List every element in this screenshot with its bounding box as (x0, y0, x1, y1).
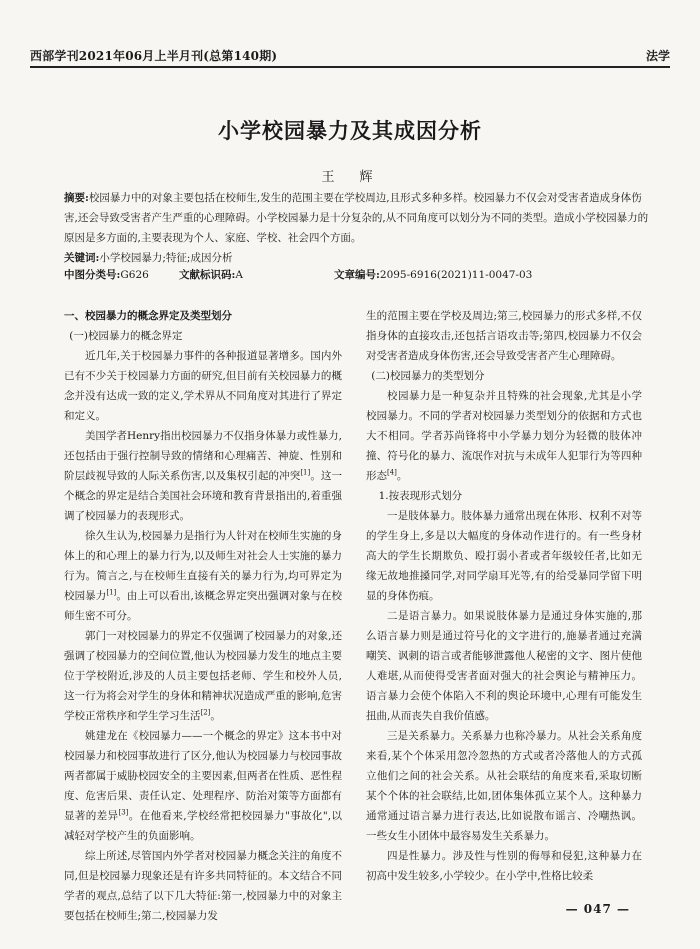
abstract-text: 校园暴力中的对象主要包括在校师生,发生的范围主要在学校周边,且形式多种多样。校园暴力不仅会对受害者造成身体伤害,还会导致受害者产生严重的心理障碍。小学校园暴力是十分复杂的,从不同角度可以划分为不同的类型。造成小学校园暴力的原因是多方面的,主要表现为个人、家庭、学校、社会四个方面。 (64, 192, 649, 244)
paragraph-text: (一)校园暴力的概念界定 (69, 330, 183, 342)
article-number (334, 267, 532, 282)
keywords-text: 小学校园暴力;特征;成因分析 (99, 252, 233, 264)
article-no-value: 2095-6916(2021)11-0047-03 (379, 269, 533, 281)
paragraph-text: 徐久生认为,校园暴力是指行为人针对在校师生实施的身体上的和心理上的暴力行为,以及师生对社会人士实施的暴力行为。简言之,与在校师生直接有关的暴力行为,均可界定为校园暴力 (64, 530, 342, 602)
body-paragraph (366, 386, 642, 486)
journal-issue: 西部学刊2021年06月上半月刊(总第140期) (30, 49, 278, 63)
paragraph-text: (二)校园暴力的类型划分 (371, 370, 485, 382)
body-column-left (64, 306, 342, 926)
article-title: 小学校园暴力及其成因分析 (218, 118, 482, 143)
body-paragraph (366, 606, 642, 726)
citation-ref: [3] (118, 808, 129, 817)
subsection-heading (366, 366, 642, 386)
abstract-block (64, 188, 654, 268)
citation-ref: [1] (106, 588, 117, 597)
paragraph-text: 近几年,关于校园暴力事件的各种报道显著增多。国内外已有不少关于校园暴力方面的研究,但目前有关校园暴力的概念并没有达成一致的定义,学术界从不同角度对其进行了界定和定义。 (64, 350, 342, 422)
running-header (30, 44, 670, 68)
keywords-label: 关键词: (64, 252, 100, 264)
doc-label: 文献标识码: (179, 269, 236, 281)
body-column-right (366, 306, 642, 886)
paragraph-text: 一、校园暴力的概念界定及类型划分 (64, 310, 232, 322)
paragraph-text-tail: 。 (396, 470, 408, 482)
paragraph-text: 姚建龙在《校园暴力——一个概念的界定》这本书中对校园暴力和校园事故进行了区分,他认为校园暴力与校园事故两者都属于威胁校园安全的主要因素,但两者在性质、恶性程度、危害后果、责任认定、处理程序、防治对策等方面都有显著的差异 (64, 730, 342, 822)
body-paragraph (64, 626, 342, 726)
section-heading (64, 306, 342, 326)
citation-ref: [2] (200, 708, 211, 717)
paragraph-text-tail: 。在他看来,学校经常把校园暴力"事故化",以减轻对学校产生的负面影响。 (64, 810, 342, 842)
body-paragraph (366, 726, 642, 846)
subsection-heading (64, 326, 342, 346)
keywords (64, 248, 654, 268)
abstract (64, 188, 654, 248)
paragraph-text: 二是语言暴力。如果说肢体暴力是通过身体实施的,那么语言暴力则是通过符号化的文字进行的,施暴者通过充满嘲笑、讽刺的语言或者能够泄露他人秘密的文字、图片使他人难堪,从而使得受害者面对强大的社会舆论与精神压力。语言暴力会使个体陷入不利的舆论环境中,心理有可能发生扭曲,从而丧失自我价值感。 (366, 610, 642, 722)
paragraph-text: 美国学者Henry指出校园暴力不仅指身体暴力或性暴力,还包括由于强行控制导致的情绪和心理痛苦、神旋、性别和阶层歧视导致的人际关系伤害,以及集权引起的冲突 (64, 430, 342, 482)
paragraph-text: 校园暴力是一种复杂并且特殊的社会现象,尤其是小学校园暴力。不同的学者对校园暴力类型划分的依据和方式也大不相同。学者苏尚锋将中小学暴力划分为轻微的肢体冲撞、符号化的暴力、流氓作对抗与未成年人犯罪行为等四种形态 (366, 390, 642, 482)
page-number: — 047 — (565, 902, 630, 916)
article-no-label: 文章编号: (334, 269, 380, 281)
paragraph-text-tail: 。这一个概念的界定是结合美国社会环境和教育背景指出的,着重强调了校园暴力的表现形式。 (64, 470, 343, 522)
body-paragraph (64, 346, 342, 426)
body-paragraph (366, 506, 642, 606)
body-paragraph (64, 726, 342, 846)
clc-value: G626 (120, 269, 149, 281)
paragraph-text: 综上所述,尽管国内外学者对校园暴力概念关注的角度不同,但是校园暴力现象还是有许多共同特征的。本文结合不同学者的观点,总结了以下几大特征:第一,校园暴力中的对象主要包括在校师生;第二,校园暴力发 (64, 850, 342, 922)
body-paragraph (64, 426, 342, 526)
paragraph-text: 生的范围主要在学校及周边;第三,校园暴力的形式多样,不仅指身体的直接攻击,还包括言语攻击等;第四,校园暴力不仅会对受害者造成身体伤害,还会导致受害者产生心理障碍。 (366, 310, 642, 362)
body-paragraph (64, 846, 342, 926)
clc-label: 中图分类号: (64, 269, 121, 281)
clc-number (64, 267, 149, 282)
paragraph-text: 四是性暴力。涉及性与性别的侮辱和侵犯,这种暴力在初高中发生较多,小学较少。在小学中,性格比较柔 (366, 850, 642, 882)
doc-value: A (235, 269, 243, 281)
paragraph-text: 三是关系暴力。关系暴力也称冷暴力。从社会关系角度来看,某个个体采用忽冷忽热的方式或者冷落他人的方式孤立他们之间的社会关系。从社会联结的角度来看,采取切断某个个体的社会联结,比如,团体集体孤立某个人。这种暴力通常通过语言暴力进行表达,比如说散布谣言、冷嘲热讽。一些女生小团体中最容易发生关系暴力。 (366, 730, 642, 842)
citation-ref: [1] (300, 468, 311, 477)
paragraph-text-tail: 。由上可以看出,该概念界定突出强调对象与在校师生密不可分。 (64, 590, 342, 622)
body-paragraph (366, 306, 642, 366)
section-name: 法学 (645, 49, 670, 63)
article-metadata (64, 267, 640, 285)
header-rule (30, 66, 670, 68)
body-paragraph (64, 526, 342, 626)
document-code (179, 267, 243, 282)
article-author: 王 辉 (321, 170, 379, 185)
abstract-label: 摘要: (64, 192, 89, 204)
citation-ref: [4] (387, 468, 397, 477)
paragraph-text: 郭门一对校园暴力的界定不仅强调了校园暴力的对象,还强调了校园暴力的空间位置,他认为校园暴力发生的地点主要位于学校附近,涉及的人员主要包括老师、学生和校外人员,这一行为将会对学生的身体和精神状况造成严重的影响,危害学校正常秩序和学生学习生活 (64, 630, 342, 722)
paragraph-text: 1.按表现形式划分 (378, 490, 463, 502)
paragraph-text-tail: 。 (210, 710, 221, 722)
sub-subsection-heading (366, 486, 642, 506)
paragraph-text: 一是肢体暴力。肢体暴力通常出现在体形、权利不对等的学生身上,多是以大幅度的身体动作进行的。有一些身材高大的学生长期欺负、殴打弱小者或者年级较任者,比如无缘无故地推搡同学,对同学扇耳光等,有的给受暴同学留下明显的身体伤痕。 (366, 510, 642, 602)
body-paragraph (366, 846, 642, 886)
